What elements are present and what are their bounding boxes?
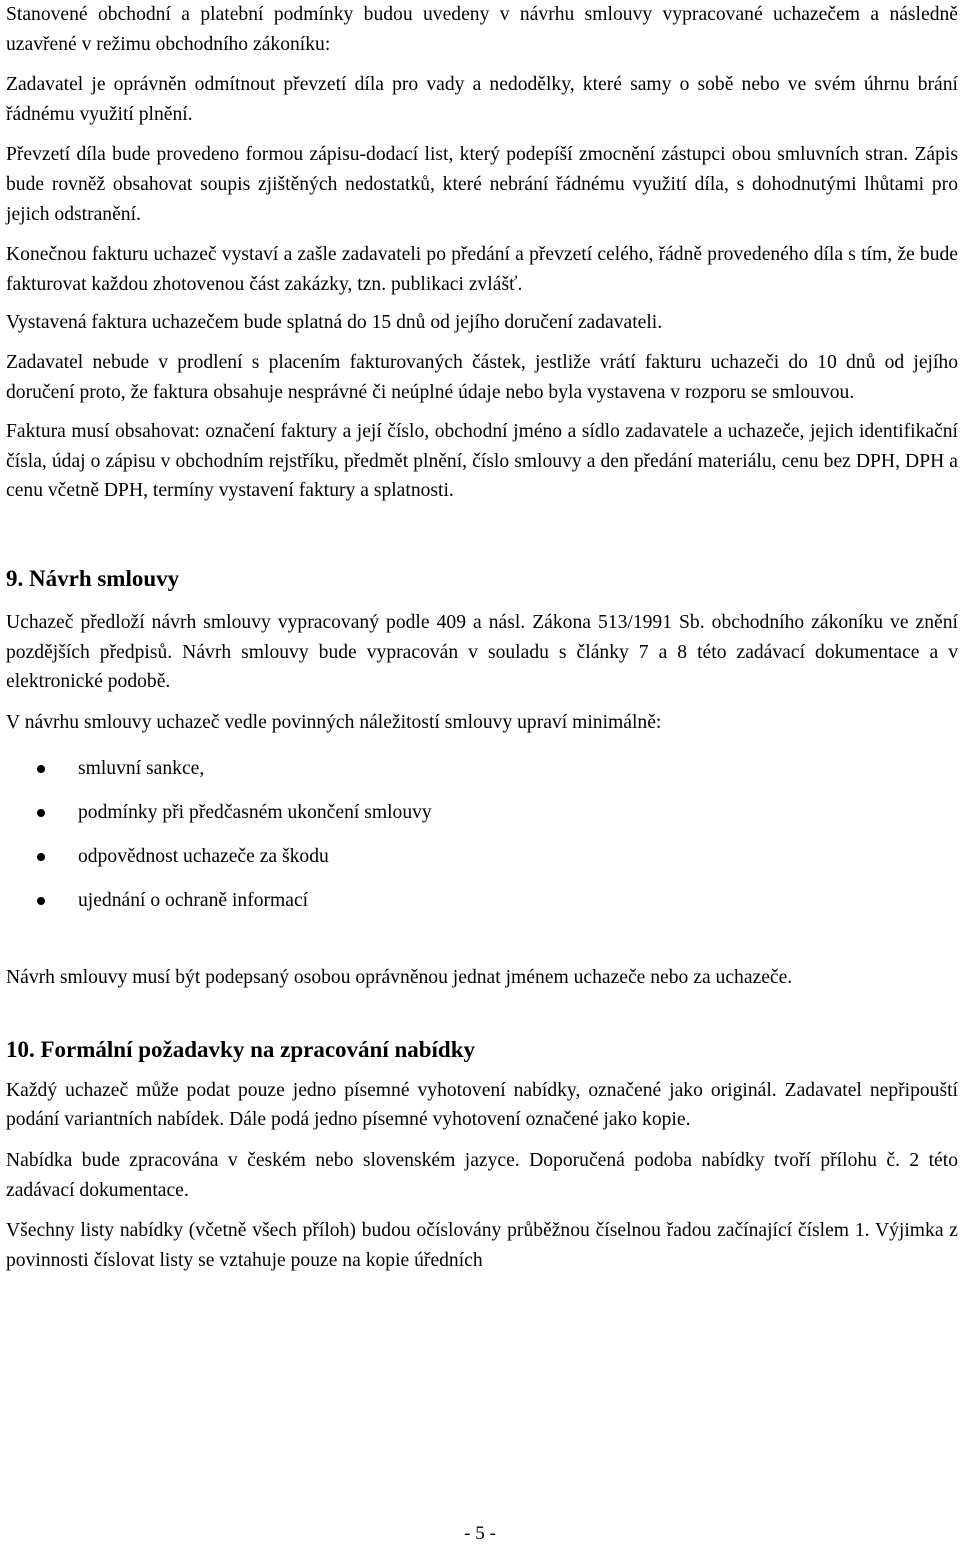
paragraph-payment-terms: Stanovené obchodní a platební podmínky budou uvedeny v návrhu smlouvy vypracované uchazečem a následně uzavřené v režimu obchodního zákoníku:: [6, 4, 958, 55]
list-item: [6, 842, 958, 886]
section-9-paragraph-minimum: V návrhu smlouvy uchazeč vedle povinných náležitostí smlouvy upraví minimálně:: [6, 711, 662, 733]
paragraph-payment-delay: Zadavatel nebude v prodlení s placením fakturovaných částek, jestliže vrátí fakturu uchazeči do 10 dnů od jejího doručení proto, že faktura obsahuje nesprávné či neúplné údaje nebo byla vystavena v rozporu se smlouvou.: [6, 351, 958, 403]
paragraph-invoice-contents: Faktura musí obsahovat: označení faktury a její číslo, obchodní jméno a sídlo zadavatele a uchazeče, jejich identifikační čísla, údaj o zápisu v obchodním rejstříku, předmět plnění, číslo smlouvy a den předání materiálu, cenu bez DPH, DPH a cenu včetně DPH, termíny vystavení faktury a splatnosti.: [6, 421, 958, 502]
document-page: [6, 0, 958, 1275]
list-item-label: odpovědnost uchazeče za škodu: [78, 846, 329, 868]
page-number: - 5 -: [464, 1523, 496, 1544]
list-item-label: podmínky při předčasném ukončení smlouvy: [78, 802, 432, 824]
bullet-icon: [37, 765, 45, 773]
paragraph-invoice-due: Vystavená faktura uchazečem bude splatná do 15 dnů od jejího doručení zadavateli.: [6, 312, 663, 334]
bullet-icon: [37, 853, 45, 861]
list-item: [6, 754, 958, 798]
paragraph-final-invoice: Konečnou fakturu uchazeč vystaví a zašle zadavateli po předání a převzetí celého, řádně provedeného díla s tím, že bude fakturovat každou zhotovenou část zakázky, tzn. publikaci zvlášť.: [6, 244, 958, 295]
section-10-paragraph-language: Nabídka bude zpracována v českém nebo slovenském jazyce. Doporučená podoba nabídky tvoří přílohu č. 2 této zadávací dokumentace.: [6, 1150, 958, 1201]
section-9-paragraph-signature: Návrh smlouvy musí být podepsaný osobou oprávněnou jednat jménem uchazeče nebo za uchazeče.: [6, 967, 793, 989]
section-9-heading: 9. Návrh smlouvy: [6, 565, 180, 591]
list-item: [6, 798, 958, 842]
bullet-icon: [37, 809, 45, 817]
list-item-label: smluvní sankce,: [78, 758, 205, 780]
section-10-heading: 10. Formální požadavky na zpracování nabídky: [6, 1036, 476, 1062]
paragraph-handover: Převzetí díla bude provedeno formou zápisu-dodací list, který podepíší zmocnění zástupci obou smluvních stran. Zápis bude rovněž obsahovat soupis zjištěných nedostatků, které nebrání řádnému využití díla, s dohodnutými lhůtami pro jejich odstranění.: [6, 144, 958, 225]
section-10-paragraph-numbering: Všechny listy nabídky (včetně všech příloh) budou očíslovány průběžnou číselnou řadou začínající číslem 1. Výjimka z povinnosti číslovat listy se vztahuje pouze na kopie úředních: [6, 1220, 958, 1271]
section-10-paragraph-copies: Každý uchazeč může podat pouze jedno písemné vyhotovení nabídky, označené jako originál. Zadavatel nepřipouští podání variantních nabídek. Dále podá jedno písemné vyhotovení označené jako kopie.: [6, 1079, 958, 1131]
list-item: [6, 886, 958, 930]
paragraph-refusal: Zadavatel je oprávněn odmítnout převzetí díla pro vady a nedodělky, které samy o sobě nebo ve svém úhrnu brání řádnému využití plnění.: [6, 74, 958, 125]
bullet-icon: [37, 897, 45, 905]
list-item-label: ujednání o ochraně informací: [78, 890, 309, 912]
section-9-paragraph-draft: Uchazeč předloží návrh smlouvy vypracovaný podle 409 a násl. Zákona 513/1991 Sb. obchodního zákoníku ve znění pozdějších předpisů. Návrh smlouvy bude vypracován v souladu s články 7 a 8 této zadávací dokumentace a v elektronické podobě.: [6, 611, 958, 693]
contract-requirements-list: [6, 754, 958, 930]
